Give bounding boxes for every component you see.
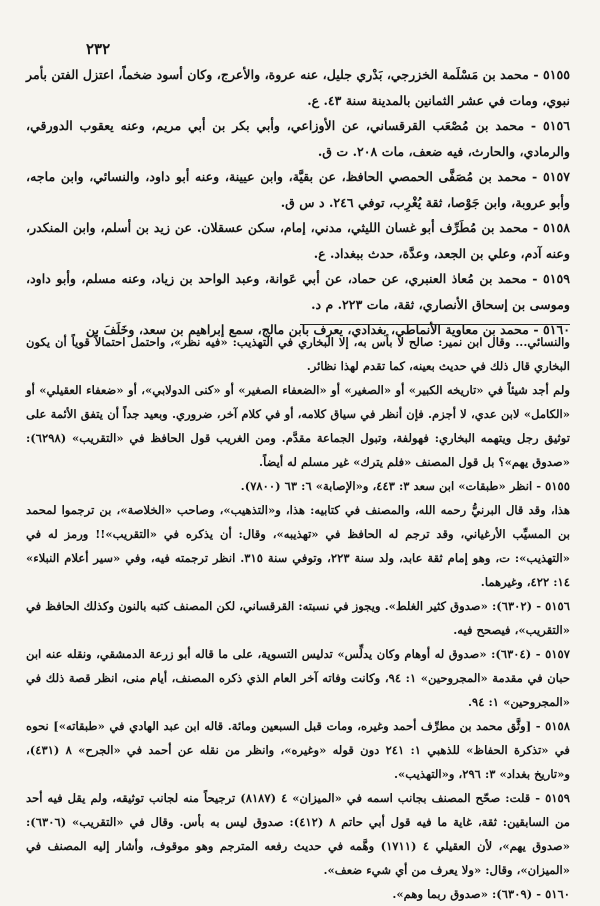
footnote (26, 378, 570, 474)
biography-entry: ٥١٥٥ - محمد بن مَسْلَمة الخزرجي، بَدْري جليل، عنه عروة، والأعرج، وكان أسود ضخماً، اعتزل الفتن بأمر نبوي، ومات في عشر الثمانين بالمدينة سنة ٤٣. ع. (26, 67, 571, 108)
footnote-text: انظر «طبقات» ابن سعد ٣: ٤٤٣، و«الإصابة» ٦: ٦٣ (٧٨٠٠). (240, 479, 533, 493)
biography-entry-number: ٥١٦٠ (542, 322, 570, 337)
footnote-text: (٦٣٠٩): «صدوق ربما وهم». (392, 887, 533, 901)
footnote: ٥١٥٩ - قلت: صحّح المصنف بجانب اسمه في «الميزان» ٤ (٨١٨٧) ترجيحاً منه لجانب توثيقه، ولم يقل فيه أحد من السابقين: ثقة، غاية ما فيه قول أبي حاتم ٨ (٤١٢): صدوق ليس به بأس. وقال في «التقريب» (٦٣٠٦): «صدوق يهم»، لأن العقيلي ٤ (١٧١١) وهَّمه في حديث رفعه المترجم وهو موقوف، وأشار إليه المصنف في «الميزان»، وقال: «ولا يعرف من أي شيء ضعف». (26, 791, 571, 877)
footnote-number: ٥١٥٩ (545, 791, 570, 805)
footnote: ٥١٥٨ - [وثَّق محمد بن مطرِّف أحمد وغيره، ومات قبل السبعين ومائة. قاله ابن عبد الهادي في «طبقاته»] نحوه في «تذكرة الحفاظ» للذهبي ١: ٢٤١ دون قوله «وغيره»، وانظر من نقله عن أحمد في «الجرح» ٨ (٤٣١)، و«تاريخ بغداد» ٣: ٢٩٦، و«التهذيب». (26, 719, 570, 781)
footnote: ٥١٦٠ - (٦٣٠٩): «صدوق ربما وهم». (392, 887, 570, 901)
footnote-text: (٦٣٠٢): «صدوق كثير الغلط». ويجوز في نسبته: القرقساني، لكن المصنف كتبه بالنون وكذلك الحافظ في «التقريب»، فيصحح فيه. (26, 599, 570, 637)
biography-entry-number: ٥١٥٥ (542, 67, 571, 82)
page-number: ٢٣٢ (86, 40, 111, 58)
biography-entry-text: محمد بن مُطَرِّف أبو غسان الليثي، مدني، إمام، سكن عسقلان. عن زيد بن أسلم، وابن المنكدر، وعنه آدم، وعلي بن الجعد، وعدَّة، حدث ببغداد. ع. (26, 220, 570, 261)
biography-entry-text: محمد بن مُعاذ العنبري، عن حماد، عن أبي عَوانة، وعبد الواحد بن زياد، وعنه مسلم، وأبو داود، وموسى بن إسحاق الأنصاري، ثقة، مات ٢٢٣. م د. (26, 271, 570, 312)
footnotes-section (26, 330, 570, 906)
footnote: ٥١٥٧ - (٦٣٠٤): «صدوق له أوهام وكان يدلِّس» تدليس التسوية، على ما قاله أبو زرعة الدمشقي، ونقله عنه ابن حبان في مقدمة «المجروحين» ١: ٩٤، وكانت وفاته آخر العام الذي ذكره المصنف، أيام منى، انظر قصة ذلك في «المجروحين» ١: ٩٤. (26, 647, 570, 709)
biography-entry-number: ٥١٥٧ (542, 169, 571, 184)
footnote-text: والنسائي... وقال ابن نمير: صالح لا بأس به، إلا البخاري في التهذيب: «فيه نظر»، واحتمل احتمالاً قوياً أن يكون البخاري قال ذلك في حديث بعينه، كما تقدم لهذا نظائر. (26, 335, 570, 373)
footnote (26, 498, 570, 594)
biography-entry: ٥١٥٨ - محمد بن مُطَرِّف أبو غسان الليثي، مدني، إمام، سكن عسقلان. عن زيد بن أسلم، وابن المنكدر، وعنه آدم، وعلي بن الجعد، وعدَّة، حدث ببغداد. ع. (26, 220, 571, 261)
footnote-separator (300, 324, 570, 325)
footnote-number: ٥١٥٨ (545, 719, 570, 733)
biography-entry-number: ٥١٥٨ (542, 220, 571, 235)
footnote-text: قلت: صحّح المصنف بجانب اسمه في «الميزان» ٤ (٨١٨٧) ترجيحاً منه لجانب توثيقه، ولم يقل فيه أحد من السابقين: ثقة، غاية ما فيه قول أبي حاتم ٨ (٤١٢): صدوق ليس به بأس. وقال في «التقريب» (٦٣٠٦): «صدوق يهم»، لأن العقيلي ٤ (١٧١١) وهَّمه في حديث رفعه المترجم وهو موقوف، وأشار إليه المصنف في «الميزان»، وقال: «ولا يعرف من أي شيء ضعف». (26, 791, 571, 877)
footnote-number: ٥١٥٥ (545, 479, 570, 493)
biography-entry-number: ٥١٥٩ (542, 271, 570, 286)
biography-entry-number: ٥١٥٦ (542, 118, 571, 133)
footnote-number: ٥١٦٠ (545, 887, 570, 901)
biography-entry: ٥١٥٩ - محمد بن مُعاذ العنبري، عن حماد، عن أبي عَوانة، وعبد الواحد بن زياد، وعنه مسلم، وأبو داود، وموسى بن إسحاق الأنصاري، ثقة، مات ٢٢٣. م د. (26, 271, 570, 312)
biography-entry: ٥١٥٦ - محمد بن مُصْعَب القرقساني، عن الأوزاعي، وأبي بكر بن أبي مريم، وعنه يعقوب الدورقي، والرمادي، والحارث، فيه ضعف، مات ٢٠٨. ت ق. (26, 118, 571, 159)
footnote-text: هذا، وقد قال البرنيُّ رحمه الله، والمصنف في كتابيه: هذا، و«التذهيب»، وصاحب «الخلاصة»، بن ترجموا لمحمد بن المسيِّب الأرغياني، وقد ترجم له الحافظ في «تهذيبه»، وقال: أن يذكره في «التقريب»!! ورمز له في «التهذيب»: ت، وهو إمام ثقة عابد، ولد سنة ٢٢٣، وتوفي سنة ٣١٥. انظر ترجمته فيه، وفي «سير أعلام النبلاء» ١٤: ٤٢٢، وغيرهما. (26, 503, 570, 589)
footnote-number: ٥١٥٧ (545, 647, 570, 661)
biography-entry-text: محمد بن معاوية الأنماطي، بغدادي، يعرف بابن مالج، سمع إبراهيم بن سعد، وخَلَفَ بن (85, 322, 529, 337)
biography-entry-text: محمد بن مُصَفَّى الحمصي الحافظ، عن بقيَّة، وابن عيينة، وعنه أبو داود، والنسائي، وابن ماجه، وأبو عروبة، وابن جَوْصا، ثقة يُغْرِب، توفي ٢٤٦. د س ق. (26, 169, 570, 210)
biography-entry-text: محمد بن مُصْعَب القرقساني، عن الأوزاعي، وأبي بكر بن أبي مريم، وعنه يعقوب الدورقي، والرمادي، والحارث، فيه ضعف، مات ٢٠٨. ت ق. (26, 118, 570, 159)
footnote-number: ٥١٥٦ (545, 599, 570, 613)
biography-entry: ٥١٥٧ - محمد بن مُصَفَّى الحمصي الحافظ، عن بقيَّة، وابن عيينة، وعنه أبو داود، والنسائي، وابن ماجه، وأبو عروبة، وابن جَوْصا، ثقة يُغْرِب، توفي ٢٤٦. د س ق. (26, 169, 571, 210)
footnote-text: (٦٣٠٤): «صدوق له أوهام وكان يدلِّس» تدليس التسوية، على ما قاله أبو زرعة الدمشقي، ونقله عنه ابن حبان في مقدمة «المجروحين» ١: ٩٤، وكانت وفاته آخر العام الذي ذكره المصنف، أيام منى، انظر قصة ذلك في «المجروحين» ١: ٩٤. (26, 647, 570, 709)
footnote (26, 330, 570, 378)
entries-section (26, 62, 570, 343)
footnote: ٥١٥٦ - (٦٣٠٢): «صدوق كثير الغلط». ويجوز في نسبته: القرقساني، لكن المصنف كتبه بالنون وكذلك الحافظ في «التقريب»، فيصحح فيه. (26, 599, 570, 637)
footnote: ٥١٥٥ - انظر «طبقات» ابن سعد ٣: ٤٤٣، و«الإصابة» ٦: ٦٣ (٧٨٠٠). (240, 479, 570, 493)
footnote-text: [وثَّق محمد بن مطرِّف أحمد وغيره، ومات قبل السبعين ومائة. قاله ابن عبد الهادي في «طبقاته»] نحوه في «تذكرة الحفاظ» للذهبي ١: ٢٤١ دون قوله «وغيره»، وانظر من نقله عن أحمد في «الجرح» ٨ (٤٣١)، و«تاريخ بغداد» ٣: ٢٩٦، و«التهذيب». (26, 719, 570, 781)
biography-entry-text: محمد بن مَسْلَمة الخزرجي، بَدْري جليل، عنه عروة، والأعرج، وكان أسود ضخماً، اعتزل الفتن بأمر نبوي، ومات في عشر الثمانين بالمدينة سنة ٤٣. ع. (26, 67, 570, 108)
footnote-text: ولم أجد شيئاً في «تاريخه الكبير» أو «الصغير» أو «الضعفاء الصغير» أو «كنى الدولابي»، أو «ضعفاء العقيلي» أو «الكامل» لابن عدي، لا أجزم. فإن أنظر في سياق كلامه، أو في كلام آخر، ضروري. وبعيد جداً أن يتفق الأئمة على توثيق رجل ويتهمه البخاري: فهولفة، وتبول الجماعة مقدَّم. ومن الغريب قول الحافظ في «التقريب» (٦٢٩٨): «صدوق يهم»؟ بل قول المصنف «فلم يترك» غير مسلم له أيضاً. (26, 383, 570, 469)
biography-entry: ٥١٦٠ - محمد بن معاوية الأنماطي، بغدادي، يعرف بابن مالج، سمع إبراهيم بن سعد، وخَلَفَ بن (85, 322, 570, 337)
